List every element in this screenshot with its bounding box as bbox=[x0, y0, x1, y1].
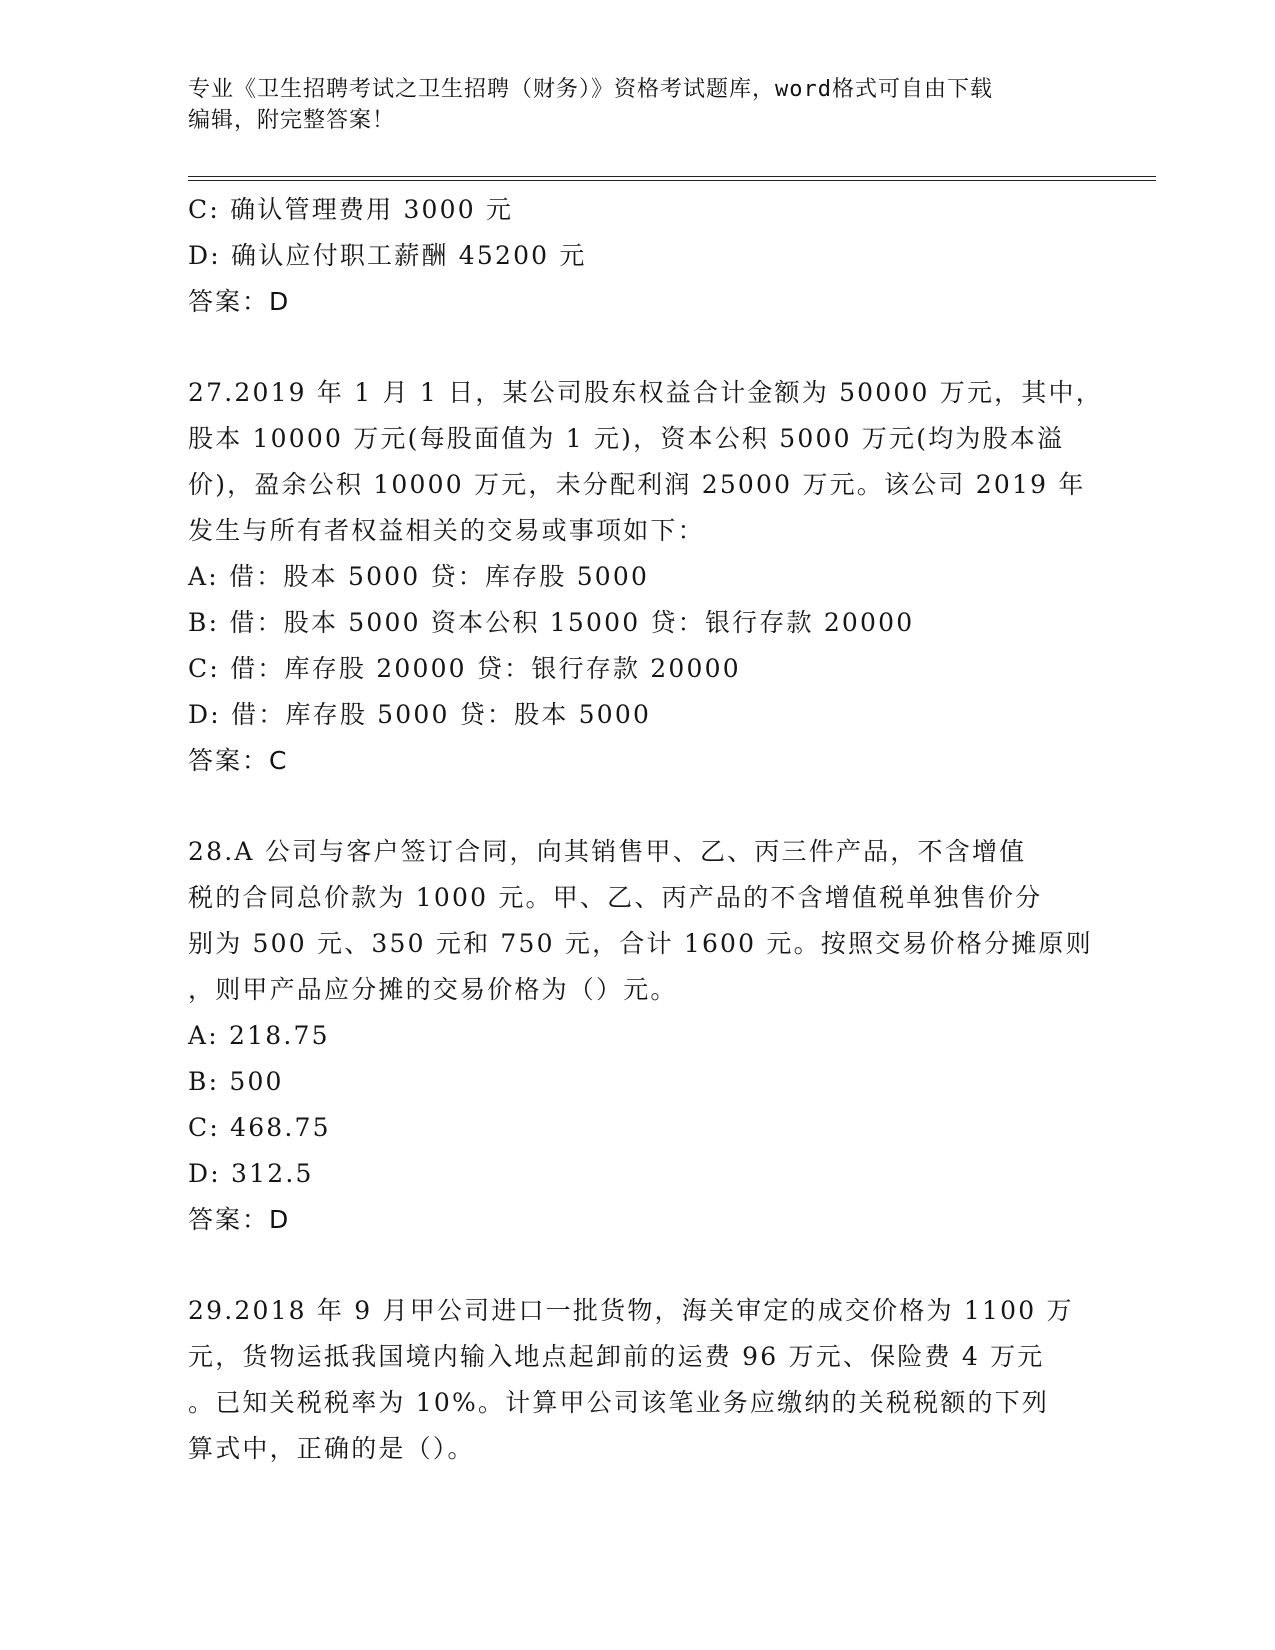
question-stem-line: 价)，盈余公积 10000 万元，未分配利润 25000 万元。该公司 2019 年 bbox=[188, 470, 1086, 499]
question-stem-line: 别为 500 元、350 元和 750 元，合计 1600 元。按照交易价格分摊原则 bbox=[188, 929, 1093, 958]
question-stem-line: 税的合同总价款为 1000 元。甲、乙、丙产品的不含增值税单独售价分 bbox=[188, 883, 1043, 912]
question-stem-line: 股本 10000 万元(每股面值为 1 元)，资本公积 5000 万元(均为股本溢 bbox=[188, 424, 1065, 453]
option-a: A: 218.75 bbox=[188, 1021, 330, 1050]
option-c: C: 确认管理费用 3000 元 bbox=[188, 195, 514, 224]
header-line-2: 编辑，附完整答案！ bbox=[188, 108, 396, 133]
question-stem-line: 29.2018 年 9 月甲公司进口一批货物，海关审定的成交价格为 1100 万 bbox=[188, 1296, 1074, 1325]
question-27 bbox=[188, 370, 1103, 784]
answer-line: 答案：D bbox=[188, 287, 291, 316]
question-26-fragment bbox=[188, 187, 1088, 325]
question-stem-line: 。已知关税税率为 10%。计算甲公司该笔业务应缴纳的关税税额的下列 bbox=[188, 1388, 1050, 1417]
question-stem-line: 27.2019 年 1 月 1 日，某公司股东权益合计金额为 50000 万元，其中， bbox=[188, 378, 1103, 407]
question-stem-line: 发生与所有者权益相关的交易或事项如下： bbox=[188, 516, 705, 545]
document-header bbox=[188, 74, 1088, 136]
spacer bbox=[188, 1243, 1088, 1288]
question-29 bbox=[188, 1288, 1088, 1472]
option-a: A: 借：股本 5000 贷：库存股 5000 bbox=[188, 562, 650, 591]
question-content bbox=[188, 187, 1103, 1472]
question-stem-line: 算式中，正确的是（）。 bbox=[188, 1434, 475, 1463]
header-divider bbox=[188, 176, 1156, 181]
header-line-1: 专业《卫生招聘考试之卫生招聘（财务）》资格考试题库，word格式可自由下载 bbox=[188, 77, 993, 102]
answer-line: 答案：D bbox=[188, 1205, 291, 1234]
option-c: C: 借：库存股 20000 贷：银行存款 20000 bbox=[188, 654, 741, 683]
option-c: C: 468.75 bbox=[188, 1113, 331, 1142]
option-d: D: 312.5 bbox=[188, 1159, 314, 1188]
option-d: D: 确认应付职工薪酬 45200 元 bbox=[188, 241, 587, 270]
option-d: D: 借：库存股 5000 贷：股本 5000 bbox=[188, 700, 652, 729]
answer-line: 答案：C bbox=[188, 746, 289, 775]
question-stem-line: 元，货物运抵我国境内输入地点起卸前的运费 96 万元、保险费 4 万元 bbox=[188, 1342, 1045, 1371]
question-stem-line: 28.A 公司与客户签订合同，向其销售甲、乙、丙三件产品，不含增值 bbox=[188, 837, 1027, 866]
option-b: B: 500 bbox=[188, 1067, 284, 1096]
question-28 bbox=[188, 829, 1093, 1243]
option-b: B: 借：股本 5000 资本公积 15000 贷：银行存款 20000 bbox=[188, 608, 915, 637]
spacer bbox=[188, 784, 1088, 829]
spacer bbox=[188, 325, 1088, 370]
question-stem-line: ，则甲产品应分摊的交易价格为（）元。 bbox=[188, 975, 678, 1004]
